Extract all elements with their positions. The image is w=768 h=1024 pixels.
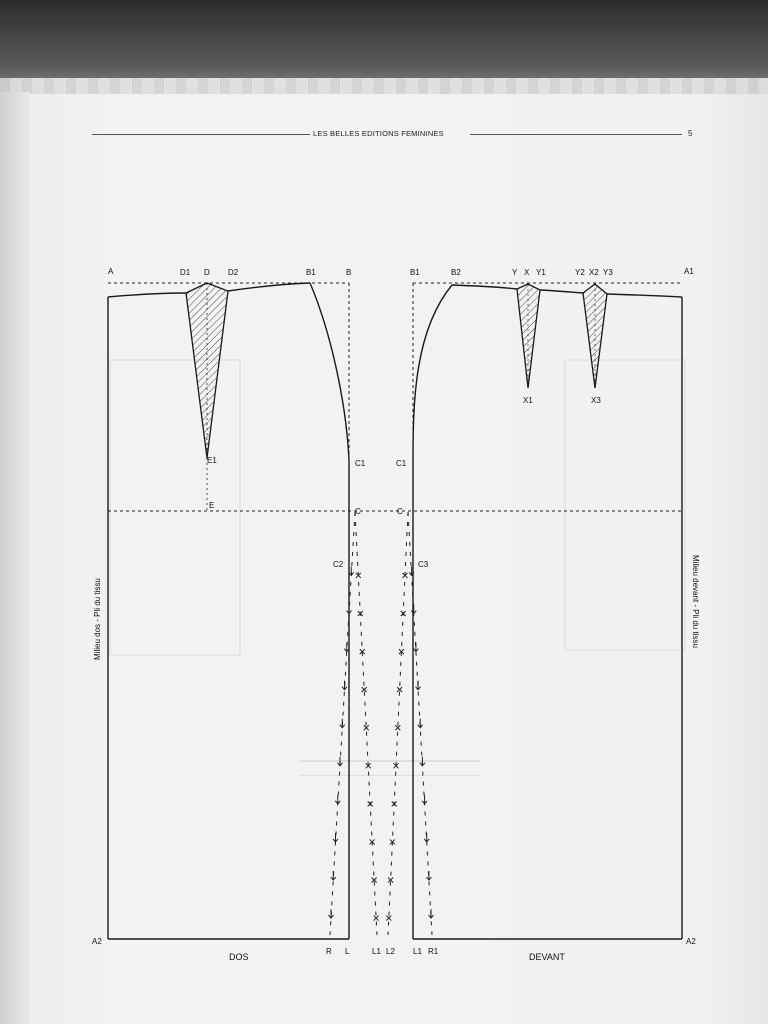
flare-arrow	[416, 681, 421, 690]
panel-label-front: DEVANT	[529, 952, 565, 962]
point-label-C-back: C	[355, 507, 361, 516]
back-waist-left	[108, 293, 186, 297]
point-label-C1-front: C1	[396, 459, 407, 468]
flare-arrow	[418, 719, 423, 728]
front-waist-a	[452, 285, 517, 289]
front-waist-c	[607, 294, 682, 297]
panel-label-back: DOS	[229, 952, 249, 962]
back-side-seam	[310, 283, 349, 939]
point-label-C2: C2	[333, 560, 344, 569]
point-label-R-back: R	[326, 947, 332, 956]
point-label-Y: Y	[512, 268, 518, 277]
front-dart-1	[517, 284, 540, 388]
side-label-front: Milieu devant - Pli du tissu	[691, 555, 700, 648]
flare-arrow	[422, 795, 427, 804]
point-label-B1-front: B1	[410, 268, 420, 277]
point-label-A2-right: A2	[686, 937, 696, 946]
front-waist-b	[540, 290, 583, 293]
bleed-through	[110, 360, 685, 776]
front-panel	[413, 285, 682, 939]
point-label-Y2: Y2	[575, 268, 585, 277]
flare-cross	[364, 725, 369, 730]
flare-cross	[362, 687, 367, 692]
point-label-L1-front: L1	[413, 947, 422, 956]
flare-cross	[397, 687, 402, 692]
point-label-A: A	[108, 267, 114, 276]
flare-arrow	[340, 719, 345, 728]
front-flare-lines	[388, 512, 432, 935]
back-flare-lines	[330, 512, 377, 935]
flare-arrow	[426, 871, 431, 880]
point-label-E: E	[209, 501, 215, 510]
point-label-X1: X1	[523, 396, 533, 405]
flare-cross	[374, 916, 379, 921]
point-label-B2: B2	[451, 268, 461, 277]
flare-arrows	[329, 566, 434, 920]
page-number: 5	[688, 129, 693, 138]
front-side-seam	[413, 285, 452, 939]
point-label-A1: A1	[684, 267, 694, 276]
point-label-X: X	[524, 268, 530, 277]
flare-arrow	[329, 909, 334, 918]
flare-arrow	[331, 871, 336, 880]
flare-cross	[386, 916, 391, 921]
point-label-L-back: L	[345, 947, 350, 956]
point-label-Y3: Y3	[603, 268, 613, 277]
back-dart	[186, 283, 228, 510]
point-label-Y1: Y1	[536, 268, 546, 277]
point-label-A2-left: A2	[92, 937, 102, 946]
flare-arrow	[411, 605, 416, 614]
point-label-C-front: C	[397, 507, 403, 516]
flare-arrow	[424, 833, 429, 842]
point-label-B-back: B	[346, 268, 352, 277]
flare-arrow	[342, 681, 347, 690]
flare-arrow	[413, 643, 418, 652]
front-darts	[517, 284, 607, 388]
back-waist-right	[228, 283, 310, 291]
flare-arrow	[429, 909, 434, 918]
point-label-L1-back: L1	[372, 947, 381, 956]
point-label-D1: D1	[180, 268, 191, 277]
point-label-L2: L2	[386, 947, 395, 956]
running-header-title: LES BELLES EDITIONS FEMININES	[313, 129, 444, 138]
flare-arrow	[333, 833, 338, 842]
flare-arrow	[335, 795, 340, 804]
back-point-labels	[92, 267, 395, 956]
point-label-E1: E1	[207, 456, 217, 465]
point-label-C3: C3	[418, 560, 429, 569]
point-label-X3: X3	[591, 396, 601, 405]
side-label-back: Milieu dos - Pli du tissu	[93, 578, 102, 660]
front-point-labels	[396, 267, 696, 956]
point-label-R1: R1	[428, 947, 439, 956]
flare-cross	[395, 725, 400, 730]
flare-arrow	[347, 605, 352, 614]
point-label-C1-back: C1	[355, 459, 366, 468]
point-label-D2: D2	[228, 268, 239, 277]
back-panel	[108, 283, 349, 939]
point-label-D: D	[204, 268, 210, 277]
point-label-X2: X2	[589, 268, 599, 277]
point-label-B1-back: B1	[306, 268, 316, 277]
